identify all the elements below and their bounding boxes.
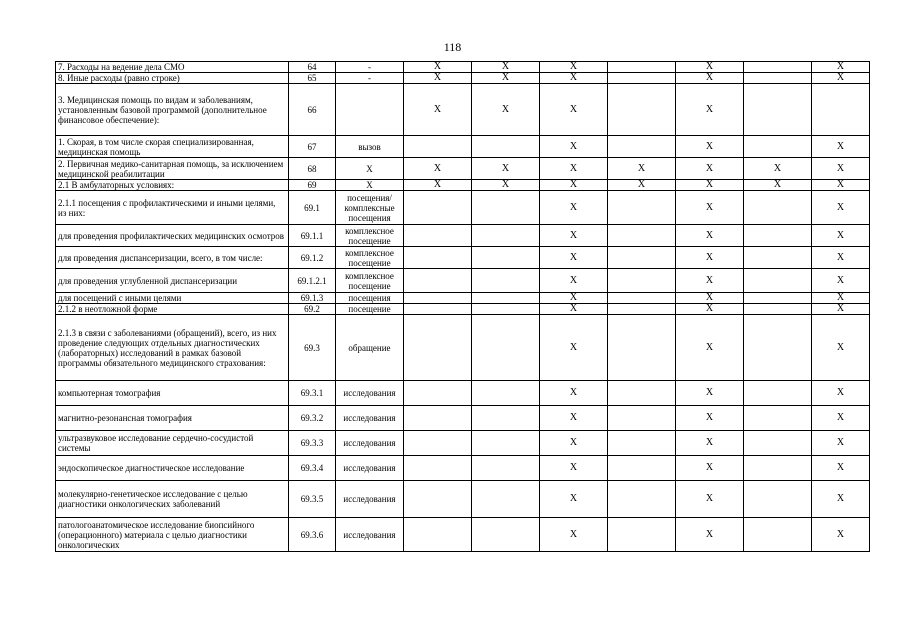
- table-row: [56, 518, 870, 552]
- value-cell: [744, 431, 812, 456]
- value-cell: [404, 269, 472, 293]
- value-cell: X: [812, 62, 870, 73]
- row-code-cell: 69.1.2.1: [289, 269, 336, 293]
- value-cell: X: [540, 406, 608, 431]
- row-unit-cell: исследования: [336, 381, 404, 406]
- value-cell: [472, 456, 540, 481]
- row-code-cell: 69.3.1: [289, 381, 336, 406]
- value-cell: X: [676, 304, 744, 315]
- value-cell: [744, 406, 812, 431]
- value-cell: X: [676, 481, 744, 518]
- row-unit-cell: -: [336, 62, 404, 73]
- row-name-cell: 3. Медицинская помощь по видам и заболеваниям, установленным базовой программой (дополнительное финансовое обеспечение):: [56, 84, 289, 136]
- value-cell: [404, 225, 472, 247]
- value-cell: [744, 84, 812, 136]
- value-cell: [404, 293, 472, 304]
- value-cell: [472, 406, 540, 431]
- value-cell: X: [404, 158, 472, 180]
- value-cell: X: [540, 225, 608, 247]
- value-cell: [744, 62, 812, 73]
- row-unit-cell: обращение: [336, 315, 404, 381]
- value-cell: X: [676, 136, 744, 158]
- table-row: [56, 73, 870, 84]
- value-cell: X: [472, 180, 540, 191]
- value-cell: X: [812, 293, 870, 304]
- table-row: [56, 84, 870, 136]
- row-code-cell: 69.3.4: [289, 456, 336, 481]
- row-unit-cell: исследования: [336, 518, 404, 552]
- value-cell: [472, 381, 540, 406]
- value-cell: [472, 225, 540, 247]
- row-code-cell: 69.1.2: [289, 247, 336, 269]
- value-cell: [472, 293, 540, 304]
- table-row: [56, 180, 870, 191]
- value-cell: [608, 269, 676, 293]
- value-cell: X: [744, 180, 812, 191]
- value-cell: [744, 315, 812, 381]
- value-cell: [608, 431, 676, 456]
- value-cell: X: [676, 293, 744, 304]
- value-cell: [744, 304, 812, 315]
- value-cell: X: [404, 73, 472, 84]
- value-cell: [404, 304, 472, 315]
- row-unit-cell: исследования: [336, 481, 404, 518]
- value-cell: [608, 381, 676, 406]
- value-cell: X: [540, 431, 608, 456]
- value-cell: X: [812, 247, 870, 269]
- value-cell: [608, 225, 676, 247]
- value-cell: [472, 136, 540, 158]
- value-cell: X: [540, 304, 608, 315]
- value-cell: X: [540, 481, 608, 518]
- value-cell: X: [540, 247, 608, 269]
- value-cell: [472, 247, 540, 269]
- value-cell: [812, 84, 870, 136]
- row-code-cell: 69.1.1: [289, 225, 336, 247]
- value-cell: X: [540, 518, 608, 552]
- table-row: [56, 191, 870, 225]
- value-cell: X: [812, 136, 870, 158]
- row-unit-cell: комплексное посещение: [336, 269, 404, 293]
- value-cell: X: [540, 158, 608, 180]
- value-cell: X: [812, 158, 870, 180]
- row-name-cell: эндоскопическое диагностическое исследование: [56, 456, 289, 481]
- value-cell: [744, 73, 812, 84]
- value-cell: [404, 381, 472, 406]
- value-cell: X: [812, 381, 870, 406]
- value-cell: [608, 406, 676, 431]
- value-cell: X: [676, 406, 744, 431]
- value-cell: X: [812, 481, 870, 518]
- value-cell: X: [540, 73, 608, 84]
- value-cell: X: [812, 315, 870, 381]
- row-name-cell: 2. Первичная медико-санитарная помощь, за исключением медицинской реабилитации: [56, 158, 289, 180]
- table-row: [56, 406, 870, 431]
- value-cell: X: [812, 269, 870, 293]
- row-code-cell: 67: [289, 136, 336, 158]
- table-row: [56, 431, 870, 456]
- row-code-cell: 69.2: [289, 304, 336, 315]
- row-code-cell: 69.3.2: [289, 406, 336, 431]
- row-name-cell: патологоанатомическое исследование биопсийного (операционного) материала с целью диагностики онкологических: [56, 518, 289, 552]
- value-cell: [608, 84, 676, 136]
- value-cell: [404, 315, 472, 381]
- value-cell: X: [676, 62, 744, 73]
- row-unit-cell: посещения/комплексные посещения: [336, 191, 404, 225]
- value-cell: [472, 481, 540, 518]
- page-number: 118: [443, 40, 462, 54]
- value-cell: [744, 269, 812, 293]
- row-name-cell: для проведения углубленной диспансеризации: [56, 269, 289, 293]
- value-cell: [608, 315, 676, 381]
- table-row: [56, 456, 870, 481]
- value-cell: X: [540, 180, 608, 191]
- row-unit-cell: X: [336, 158, 404, 180]
- value-cell: X: [812, 406, 870, 431]
- value-cell: X: [608, 180, 676, 191]
- value-cell: X: [676, 158, 744, 180]
- table-row: [56, 225, 870, 247]
- value-cell: X: [472, 84, 540, 136]
- value-cell: X: [540, 136, 608, 158]
- value-cell: [608, 247, 676, 269]
- row-unit-cell: исследования: [336, 431, 404, 456]
- table-row: [56, 269, 870, 293]
- value-cell: X: [540, 191, 608, 225]
- value-cell: [744, 136, 812, 158]
- row-name-cell: молекулярно-генетическое исследование с целью диагностики онкологических заболеваний: [56, 481, 289, 518]
- value-cell: X: [540, 315, 608, 381]
- value-cell: X: [676, 269, 744, 293]
- value-cell: [608, 191, 676, 225]
- value-cell: X: [404, 84, 472, 136]
- value-cell: [608, 304, 676, 315]
- value-cell: X: [676, 225, 744, 247]
- row-name-cell: 7. Расходы на ведение дела СМО: [56, 62, 289, 73]
- value-cell: X: [812, 180, 870, 191]
- value-cell: X: [676, 315, 744, 381]
- value-cell: [404, 431, 472, 456]
- value-cell: [472, 518, 540, 552]
- row-code-cell: 66: [289, 84, 336, 136]
- row-name-cell: 2.1.1 посещения с профилактическими и иными целями, из них:: [56, 191, 289, 225]
- value-cell: X: [540, 84, 608, 136]
- row-name-cell: ультразвуковое исследование сердечно-сосудистой системы: [56, 431, 289, 456]
- value-cell: X: [676, 73, 744, 84]
- value-cell: X: [540, 456, 608, 481]
- value-cell: [608, 62, 676, 73]
- value-cell: [744, 293, 812, 304]
- table-row: [56, 381, 870, 406]
- row-code-cell: 69.3.3: [289, 431, 336, 456]
- value-cell: X: [744, 158, 812, 180]
- value-cell: X: [676, 191, 744, 225]
- value-cell: X: [540, 269, 608, 293]
- value-cell: [744, 247, 812, 269]
- value-cell: [744, 518, 812, 552]
- value-cell: [608, 481, 676, 518]
- row-unit-cell: исследования: [336, 406, 404, 431]
- value-cell: X: [676, 381, 744, 406]
- value-cell: X: [472, 158, 540, 180]
- value-cell: X: [540, 293, 608, 304]
- value-cell: X: [540, 381, 608, 406]
- row-unit-cell: посещения: [336, 293, 404, 304]
- value-cell: [744, 481, 812, 518]
- value-cell: [404, 481, 472, 518]
- row-name-cell: для посещений с иными целями: [56, 293, 289, 304]
- row-unit-cell: посещение: [336, 304, 404, 315]
- row-code-cell: 69.3.5: [289, 481, 336, 518]
- table-row: [56, 304, 870, 315]
- value-cell: [404, 191, 472, 225]
- value-cell: [744, 381, 812, 406]
- value-cell: [404, 456, 472, 481]
- value-cell: [608, 136, 676, 158]
- row-name-cell: 2.1.3 в связи с заболеваниями (обращений), всего, из них проведение следующих отдельных диагностических (лабораторных) исследований в рамках базовой программы обязательного медицинского страхования:: [56, 315, 289, 381]
- value-cell: X: [472, 73, 540, 84]
- value-cell: X: [676, 431, 744, 456]
- value-cell: X: [404, 180, 472, 191]
- value-cell: [404, 406, 472, 431]
- value-cell: X: [676, 518, 744, 552]
- row-code-cell: 69: [289, 180, 336, 191]
- value-cell: [744, 225, 812, 247]
- value-cell: X: [472, 62, 540, 73]
- row-name-cell: 2.1.2 в неотложной форме: [56, 304, 289, 315]
- row-code-cell: 69.1.3: [289, 293, 336, 304]
- row-name-cell: 8. Иные расходы (равно строке): [56, 73, 289, 84]
- value-cell: [472, 269, 540, 293]
- row-name-cell: для проведения диспансеризации, всего, в том числе:: [56, 247, 289, 269]
- value-cell: X: [404, 62, 472, 73]
- value-cell: [404, 518, 472, 552]
- row-code-cell: 69.3: [289, 315, 336, 381]
- value-cell: X: [812, 518, 870, 552]
- row-unit-cell: вызов: [336, 136, 404, 158]
- table-row: [56, 481, 870, 518]
- value-cell: [472, 431, 540, 456]
- value-cell: X: [812, 73, 870, 84]
- row-name-cell: компьютерная томография: [56, 381, 289, 406]
- value-cell: [744, 191, 812, 225]
- value-cell: X: [812, 191, 870, 225]
- value-cell: X: [812, 304, 870, 315]
- row-code-cell: 69.1: [289, 191, 336, 225]
- table-row: [56, 62, 870, 73]
- table-row: [56, 158, 870, 180]
- table-row: [56, 136, 870, 158]
- value-cell: [472, 304, 540, 315]
- table-row: [56, 247, 870, 269]
- data-table: [55, 61, 870, 552]
- value-cell: [608, 456, 676, 481]
- value-cell: X: [608, 158, 676, 180]
- value-cell: X: [676, 180, 744, 191]
- row-code-cell: 69.3.6: [289, 518, 336, 552]
- row-unit-cell: комплексное посещение: [336, 225, 404, 247]
- row-unit-cell: комплексное посещение: [336, 247, 404, 269]
- value-cell: X: [812, 225, 870, 247]
- row-name-cell: для проведения профилактических медицинских осмотров: [56, 225, 289, 247]
- value-cell: [472, 315, 540, 381]
- value-cell: [404, 247, 472, 269]
- row-unit-cell: [336, 84, 404, 136]
- table-row: [56, 293, 870, 304]
- value-cell: X: [676, 84, 744, 136]
- table-row: [56, 315, 870, 381]
- value-cell: X: [812, 456, 870, 481]
- value-cell: [472, 191, 540, 225]
- value-cell: [608, 293, 676, 304]
- row-unit-cell: X: [336, 180, 404, 191]
- value-cell: X: [812, 431, 870, 456]
- row-name-cell: 1. Скорая, в том числе скорая специализированная, медицинская помощь: [56, 136, 289, 158]
- row-code-cell: 68: [289, 158, 336, 180]
- value-cell: [608, 518, 676, 552]
- value-cell: [744, 456, 812, 481]
- row-name-cell: 2.1 В амбулаторных условиях:: [56, 180, 289, 191]
- value-cell: X: [676, 456, 744, 481]
- value-cell: [404, 136, 472, 158]
- value-cell: X: [540, 62, 608, 73]
- row-name-cell: магнитно-резонансная томография: [56, 406, 289, 431]
- value-cell: [608, 73, 676, 84]
- value-cell: X: [676, 247, 744, 269]
- row-unit-cell: -: [336, 73, 404, 84]
- row-unit-cell: исследования: [336, 456, 404, 481]
- row-code-cell: 64: [289, 62, 336, 73]
- row-code-cell: 65: [289, 73, 336, 84]
